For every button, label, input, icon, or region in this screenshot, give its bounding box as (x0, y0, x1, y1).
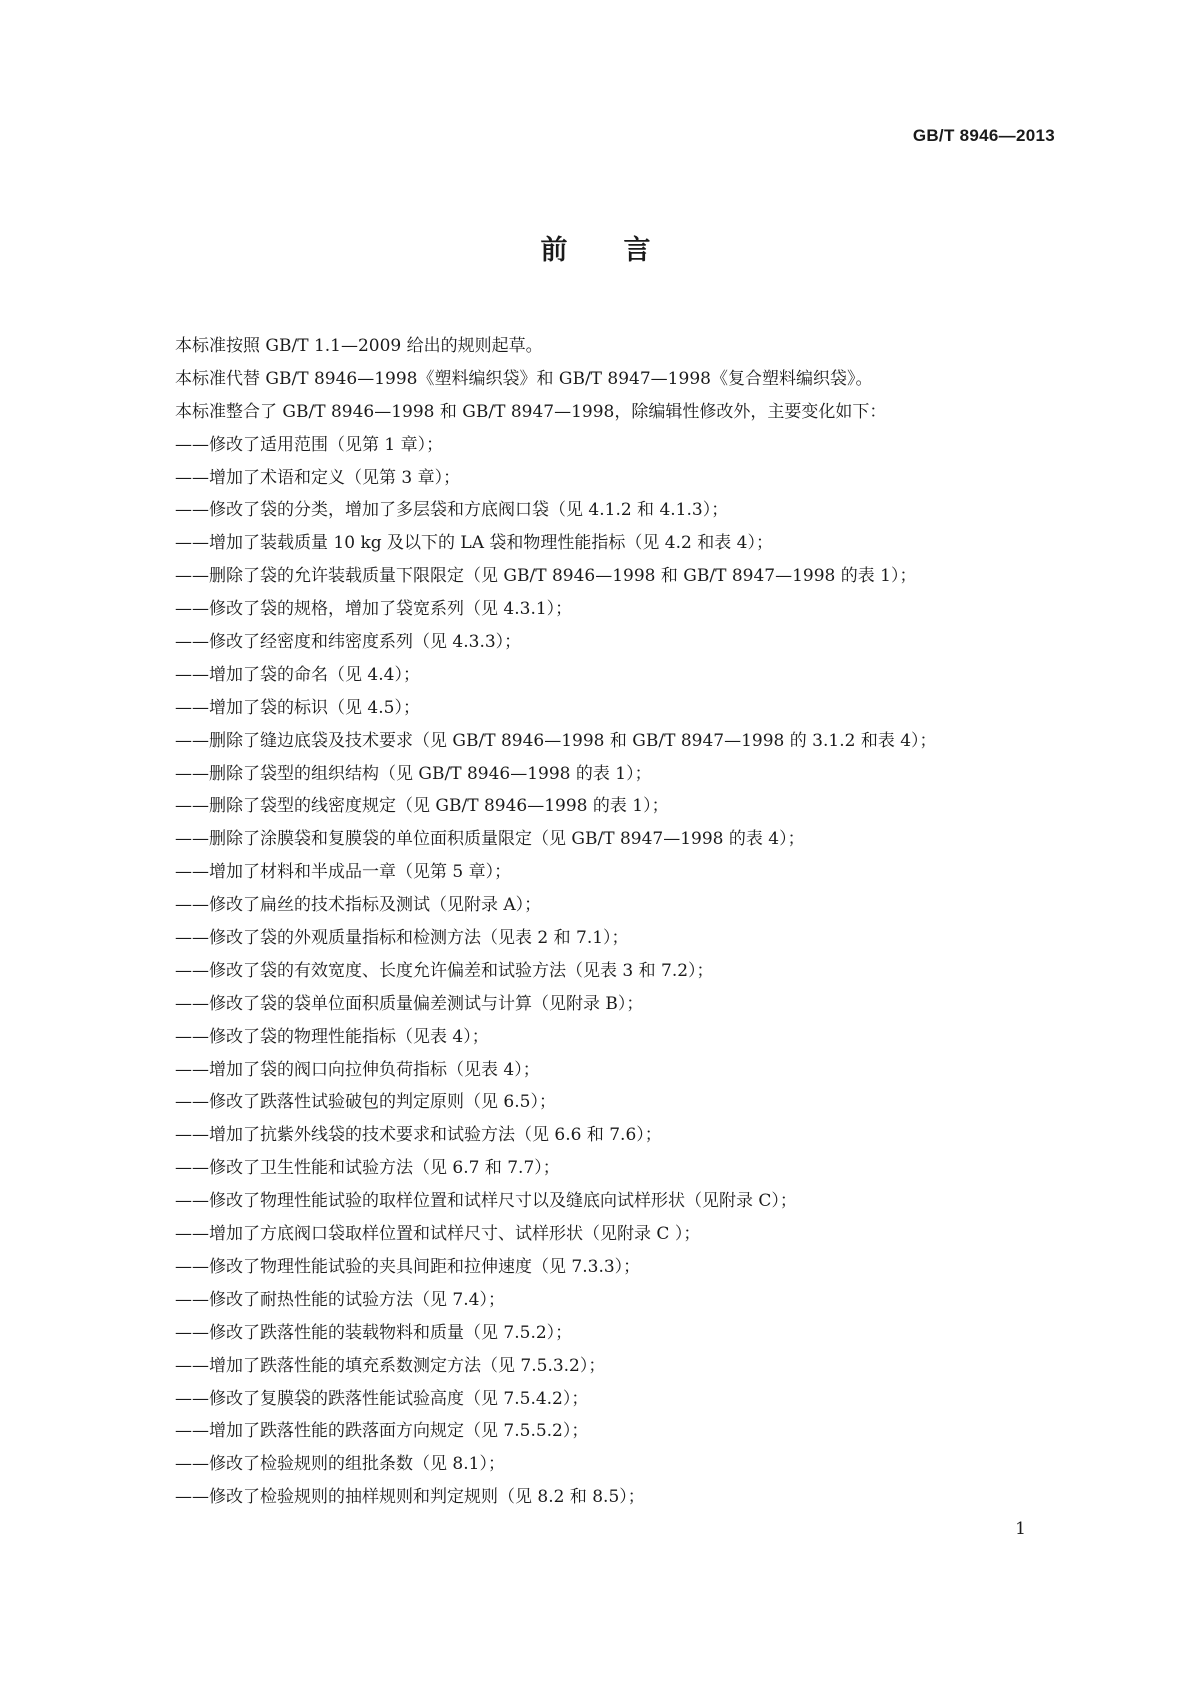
changes-list (175, 429, 1075, 1514)
change-item: ——修改了袋的有效宽度、长度允许偏差和试验方法（见表 3 和 7.2）； (175, 960, 714, 981)
change-item: ——修改了袋的规格，增加了袋宽系列（见 4.3.1）； (175, 599, 573, 620)
change-item: ——修改了跌落性能的装载物料和质量（见 7.5.2）； (175, 1322, 573, 1343)
change-item: ——增加了材料和半成品一章（见第 5 章）； (175, 862, 512, 883)
change-item: ——删除了袋型的线密度规定（见 GB/T 8946—1998 的表 1）； (175, 796, 669, 817)
change-item: ——删除了涂膜袋和复膜袋的单位面积质量限定（见 GB/T 8947—1998 的表 4）； (175, 829, 805, 850)
page-number: 1 (1015, 1519, 1026, 1539)
paragraph-replaces: 本标准代替 GB/T 8946—1998《塑料编织袋》和 GB/T 8947—1998《复合塑料编织袋》。 (175, 368, 873, 389)
change-item: ——修改了跌落性试验破包的判定原则（见 6.5）； (175, 1092, 556, 1113)
change-item: ——修改了卫生性能和试验方法（见 6.7 和 7.7）； (175, 1158, 560, 1179)
change-item: ——增加了抗紫外线袋的技术要求和试验方法（见 6.6 和 7.6）； (175, 1125, 662, 1146)
change-item: ——修改了检验规则的抽样规则和判定规则（见 8.2 和 8.5）； (175, 1487, 645, 1508)
change-item: ——修改了经密度和纬密度系列（见 4.3.3）； (175, 632, 522, 653)
change-item: ——修改了检验规则的组批条数（见 8.1）； (175, 1454, 505, 1475)
change-item: ——修改了扁丝的技术指标及测试（见附录 A）； (175, 895, 542, 916)
paragraph-drafting-rules: 本标准按照 GB/T 1.1—2009 给出的规则起草。 (175, 336, 543, 356)
change-item: ——增加了方底阀口袋取样位置和试样尺寸、试样形状（见附录 C ）； (175, 1224, 701, 1245)
change-item: ——修改了物理性能试验的夹具间距和拉伸速度（见 7.3.3）； (175, 1256, 641, 1277)
change-item: ——修改了适用范围（见第 1 章）； (175, 434, 444, 455)
change-item: ——修改了复膜袋的跌落性能试验高度（见 7.5.4.2）； (175, 1388, 589, 1409)
change-item: ——删除了缝边底袋及技术要求（见 GB/T 8946—1998 和 GB/T 8947—1998 的 3.1.2 和表 4）； (175, 730, 937, 751)
change-item: ——增加了袋的标识（见 4.5）； (175, 697, 420, 718)
change-item: ——增加了装载质量 10 kg 及以下的 LA 袋和物理性能指标（见 4.2 和表 4）； (175, 533, 773, 554)
standard-code: GB/T 8946—2013 (912, 126, 1055, 145)
change-item: ——增加了袋的阀口向拉伸负荷指标（见表 4）； (175, 1059, 540, 1080)
page-title: 前言 (540, 235, 707, 266)
change-item: ——增加了袋的命名（见 4.4）； (175, 664, 420, 685)
change-item: ——增加了术语和定义（见第 3 章）； (175, 467, 461, 488)
change-item: ——修改了耐热性能的试验方法（见 7.4）； (175, 1289, 505, 1310)
paragraph-main-changes: 本标准整合了 GB/T 8946—1998 和 GB/T 8947—1998，除编辑性修改外，主要变化如下： (175, 401, 887, 422)
change-item: ——删除了袋型的组织结构（见 GB/T 8946—1998 的表 1）； (175, 763, 652, 784)
change-item: ——修改了物理性能试验的取样位置和试样尺寸以及缝底向试样形状（见附录 C）； (175, 1191, 797, 1212)
change-item: ——修改了袋的袋单位面积质量偏差测试与计算（见附录 B）； (175, 993, 644, 1014)
change-item: ——增加了跌落性能的填充系数测定方法（见 7.5.3.2）； (175, 1355, 606, 1376)
change-item: ——修改了袋的外观质量指标和检测方法（见表 2 和 7.1）； (175, 928, 629, 949)
change-item: ——修改了袋的物理性能指标（见表 4）； (175, 1026, 489, 1047)
change-item: ——修改了袋的分类，增加了多层袋和方底阀口袋（见 4.1.2 和 4.1.3）； (175, 500, 729, 521)
change-item: ——增加了跌落性能的跌落面方向规定（见 7.5.5.2）； (175, 1421, 589, 1442)
change-item: ——删除了袋的允许装载质量下限限定（见 GB/T 8946—1998 和 GB/T 8947—1998 的表 1）； (175, 566, 917, 587)
foreword-body (175, 330, 1075, 1514)
